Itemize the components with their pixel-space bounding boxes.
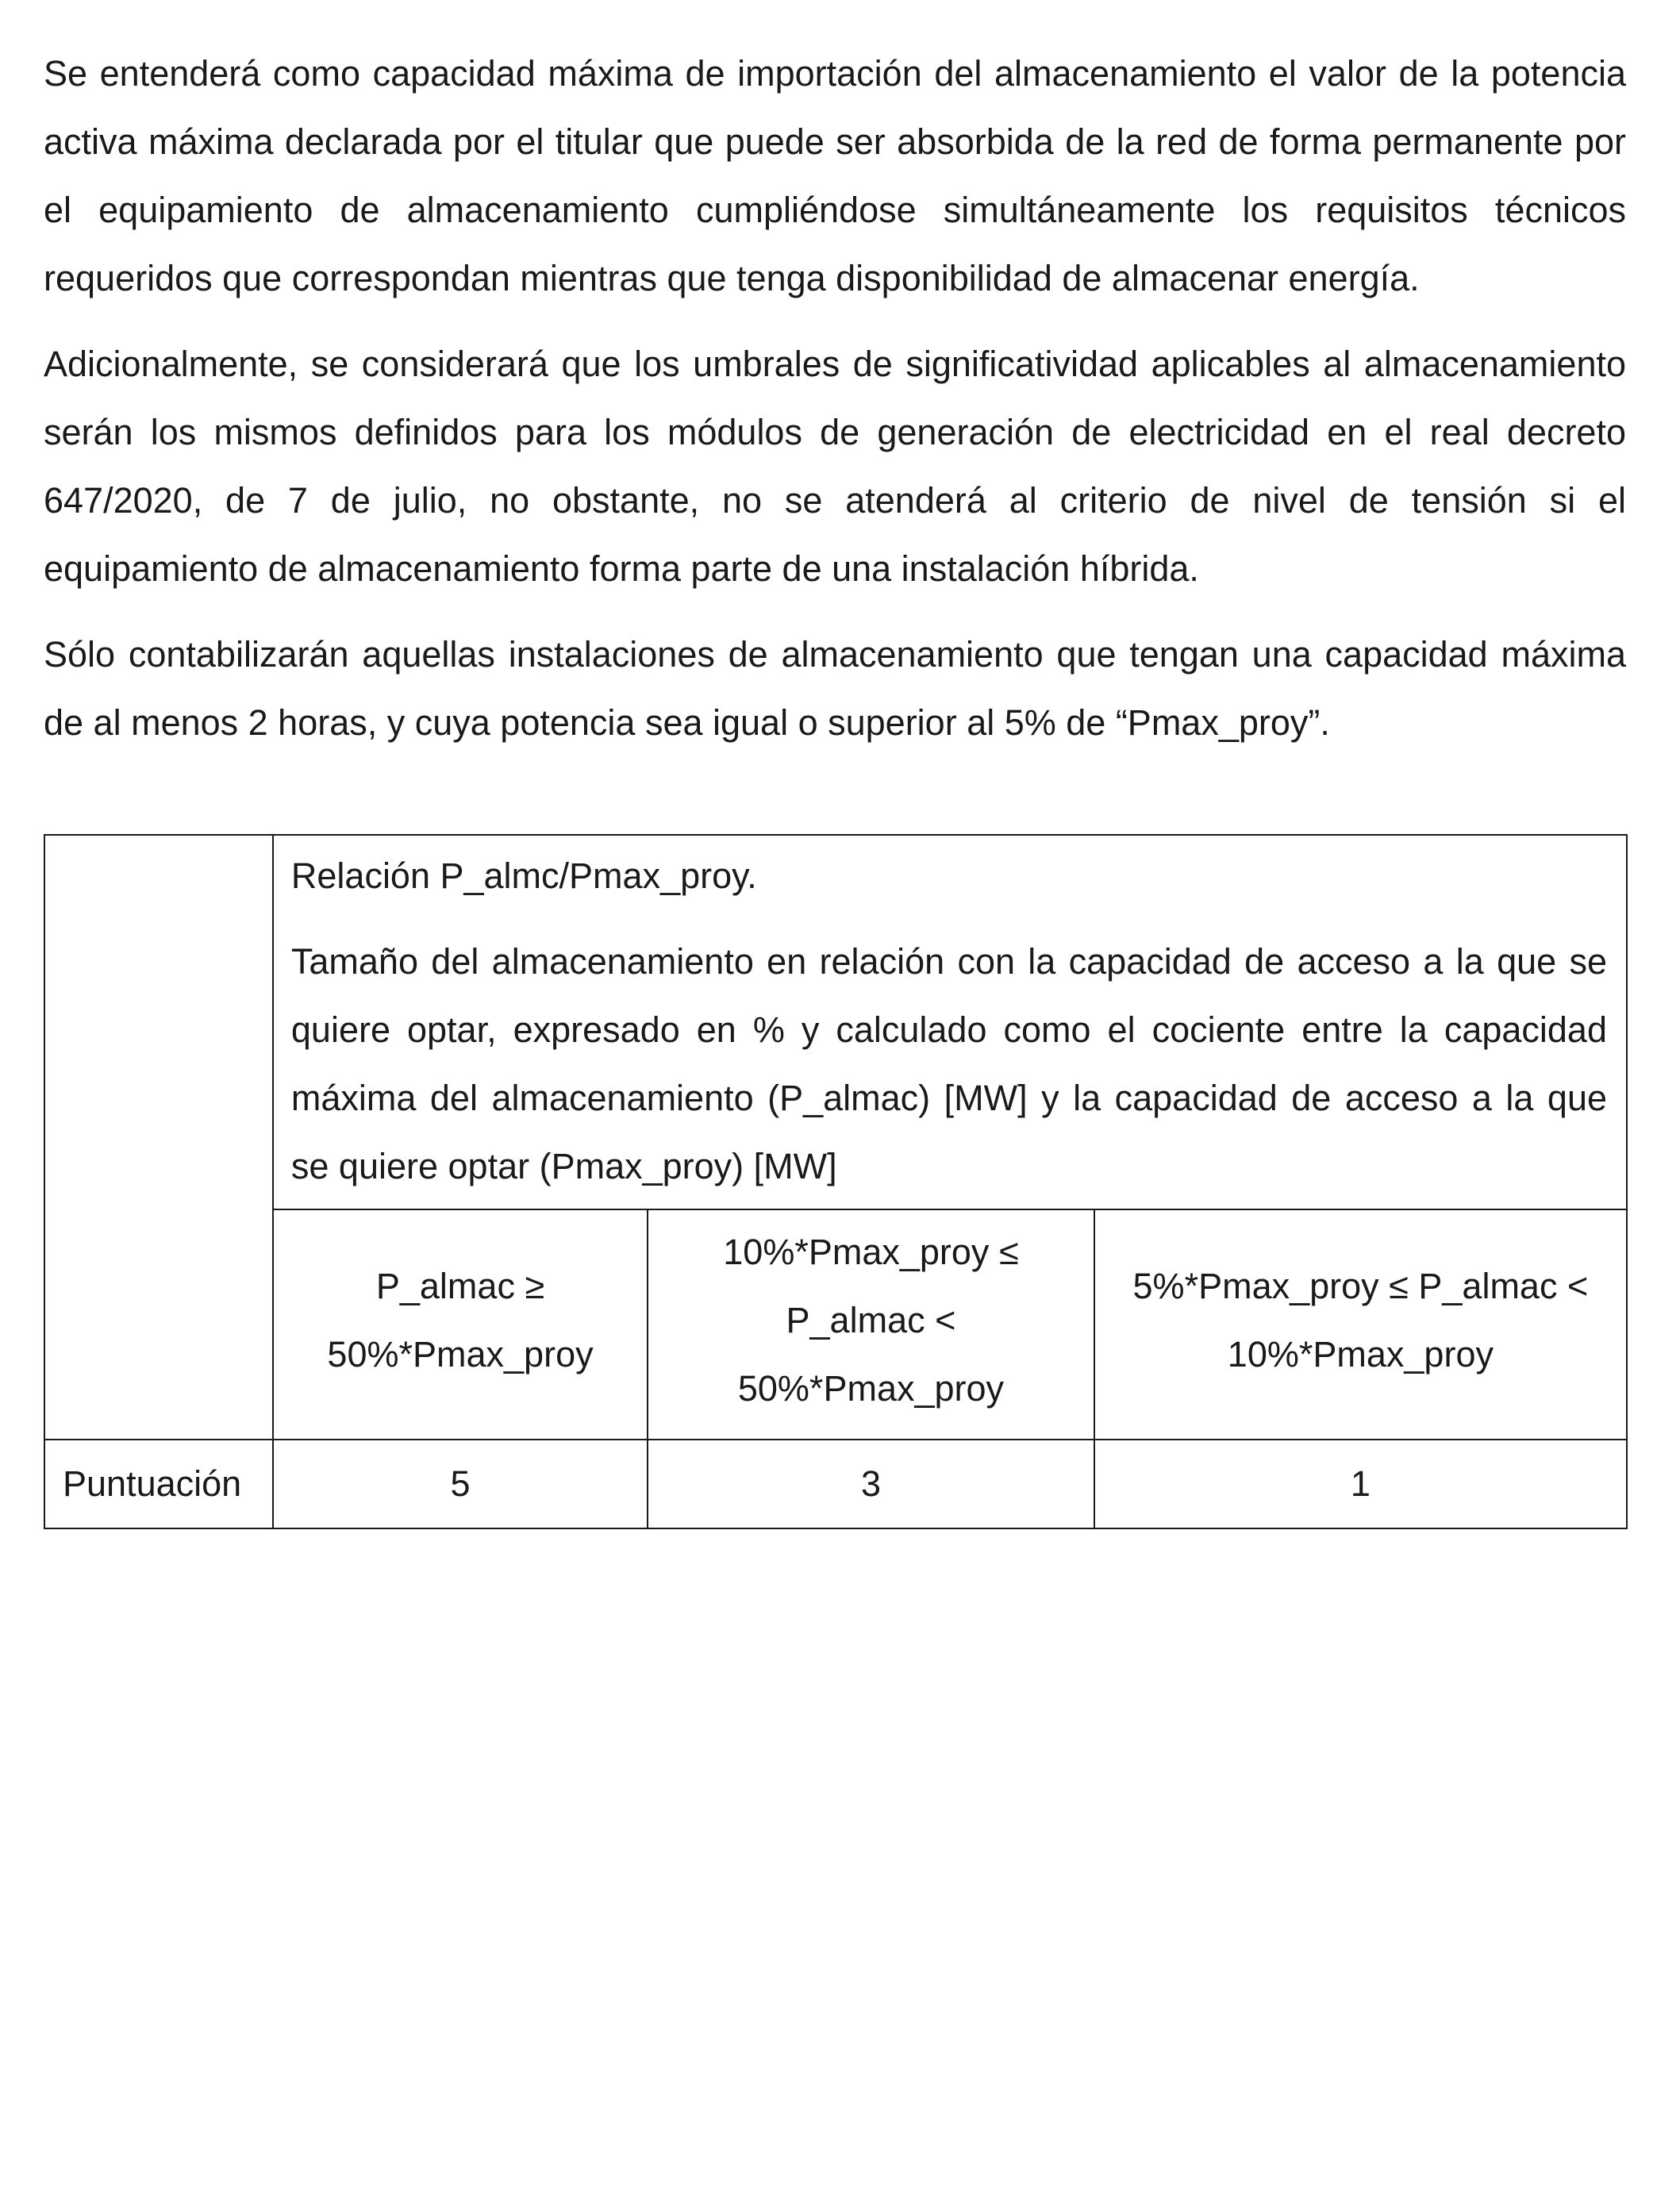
- paragraph-import-capacity: Se entenderá como capacidad máxima de importación del almacenamiento el valor de la potencia activa máxima declarada por el titular que puede ser absorbida de la red de forma permanente por el equipamiento de almacenamiento cumpliéndose simultáneamente los requisitos técnicos requeridos que correspondan mientras que tenga disponibilidad de almacenar energía.: [44, 53, 1626, 298]
- paragraph-significance-thresholds: Adicionalmente, se considerará que los umbrales de significatividad aplicables al almacenamiento serán los mismos definidos para los módulos de generación de electricidad en el real decreto 647/2020, de 7 de julio, no obstante, no se atenderá al criterio de nivel de tensión si el equipamiento de almacenamiento forma parte de una instalación híbrida.: [44, 344, 1626, 589]
- document-body: [44, 40, 1626, 757]
- score-value-low: 1: [1094, 1440, 1627, 1528]
- score-label: Puntuación: [44, 1440, 273, 1528]
- scoring-table: [44, 834, 1628, 1529]
- ranges-row: [44, 1209, 1627, 1440]
- score-value-high: 5: [273, 1440, 648, 1528]
- criterion-description: Tamaño del almacenamiento en relación con la capacidad de acceso a la que se quiere optar, expresado en % y calculado como el cociente entre la capacidad máxima del almacenamiento (P_almac) [MW] y la capacidad de acceso a la que se quiere optar (Pmax_proy) [MW]: [290, 941, 1607, 1186]
- range-line: 10%*Pmax_proy: [1227, 1334, 1494, 1374]
- range-cell-medium: [648, 1209, 1094, 1440]
- criterion-description-cell: [273, 835, 1627, 1209]
- range-cell-high: [273, 1209, 648, 1440]
- range-line: P_almac ≥: [375, 1266, 545, 1306]
- range-line: 50%*Pmax_proy: [327, 1334, 594, 1374]
- range-cell-low: [1094, 1209, 1627, 1440]
- score-value-medium: 3: [648, 1440, 1094, 1528]
- criterion-row: [44, 835, 1627, 1209]
- paragraph-storage-eligibility: Sólo contabilizarán aquellas instalaciones de almacenamiento que tengan una capacidad máxima de al menos 2 horas, y cuya potencia sea igual o superior al 5% de “Pmax_proy”.: [44, 634, 1626, 743]
- range-line: 10%*Pmax_proy ≤: [723, 1232, 1019, 1272]
- range-line: 50%*Pmax_proy: [737, 1368, 1005, 1409]
- range-line: 5%*Pmax_proy ≤ P_almac <: [1132, 1266, 1589, 1306]
- empty-corner-cell: [44, 835, 273, 1440]
- criterion-title: Relación P_almc/Pmax_proy.: [290, 855, 757, 896]
- range-line: P_almac <: [786, 1300, 956, 1340]
- score-row: [44, 1440, 1627, 1528]
